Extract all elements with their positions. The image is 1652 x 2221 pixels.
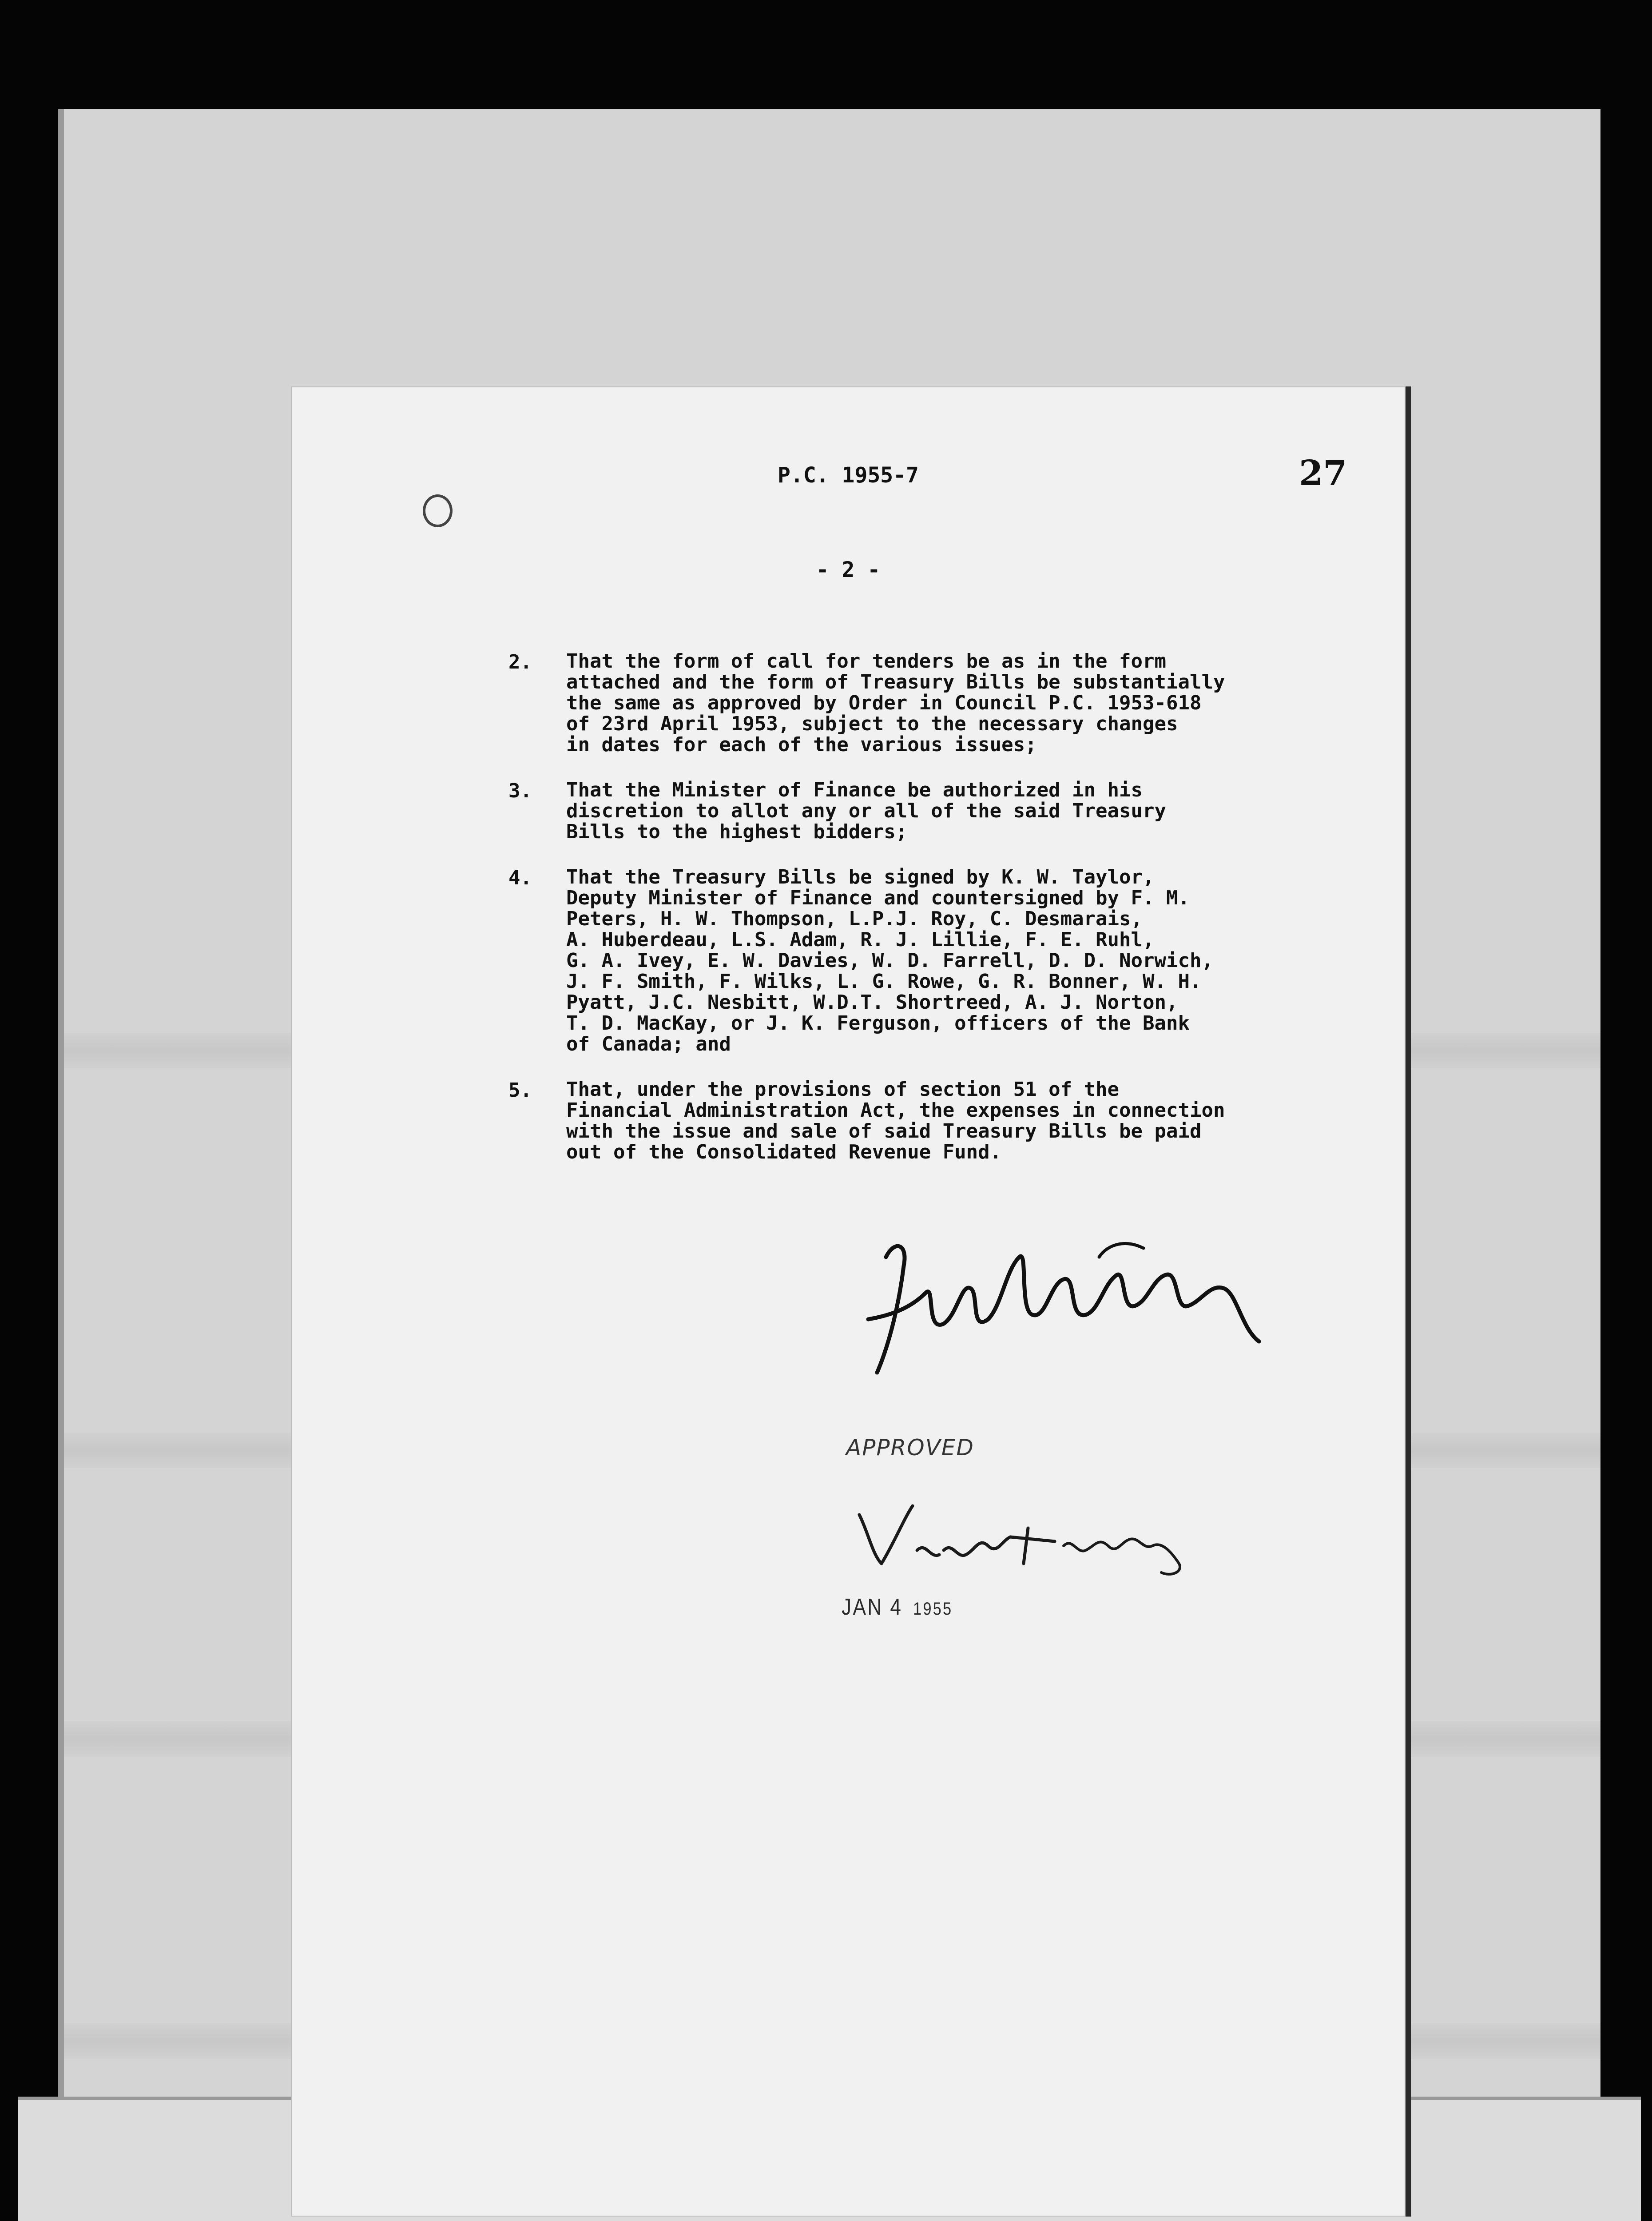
signature-prime-minister xyxy=(859,1230,1303,1390)
page-marker: - 2 - xyxy=(816,557,881,582)
item-number: 5. xyxy=(508,1079,532,1102)
item-number: 3. xyxy=(508,780,532,802)
item-text: That, under the provisions of section 51 of the Financial Administration Act, the expenses in connection with the issue and sale of said Treasury Bills be paid out of the Consolidated Revenue Fund. xyxy=(566,1078,1225,1163)
document-page xyxy=(291,386,1411,2217)
item-text: That the Treasury Bills be signed by K. W. Taylor, Deputy Minister of Finance and countersigned by F. M. Peters, H. W. Thompson, L.P.J. Roy, C. Desmarais, A. Huberdeau, L.S. Adam, R. J. Lillie, F. E. Ruhl, G. A. Ivey, E. W. Davies, W. D. Farrell, D. D. Norwich, J. F. Smith, F. Wilks, L. G. Rowe, G. R. Bonner, W. H. Pyatt, J.C. Nesbitt, W.D.T. Shortreed, A. J. Norton, T. D. MacKay, or J. K. Ferguson, officers of the Bank of Canada; and xyxy=(566,866,1213,1055)
resolution-list xyxy=(508,651,1352,1187)
approved-note: APPROVED xyxy=(846,1435,974,1461)
item-number: 2. xyxy=(508,651,532,673)
date-stamp-year: 1955 xyxy=(913,1599,953,1619)
punch-hole-icon xyxy=(423,494,453,527)
resolution-item xyxy=(508,867,1352,1055)
date-stamp-month-day: JAN 4 xyxy=(842,1594,903,1620)
resolution-item xyxy=(508,1079,1352,1162)
resolution-item xyxy=(508,780,1352,842)
folio-number: 27 xyxy=(1299,453,1347,494)
signature-governor-general xyxy=(850,1488,1206,1586)
item-text: That the form of call for tenders be as in the form attached and the form of Treasury Bills be substantially the same as approved by Order in Council P.C. 1953-618 of 23rd April 1953, subject to the necessary changes in dates for each of the various issues; xyxy=(566,650,1225,756)
order-reference: P.C. 1955-7 xyxy=(778,463,919,488)
item-number: 4. xyxy=(508,867,532,889)
item-text: That the Minister of Finance be authorized in his discretion to allot any or all of the said Treasury Bills to the highest bidders; xyxy=(566,779,1167,843)
date-stamp xyxy=(842,1594,953,1620)
resolution-item xyxy=(508,651,1352,755)
